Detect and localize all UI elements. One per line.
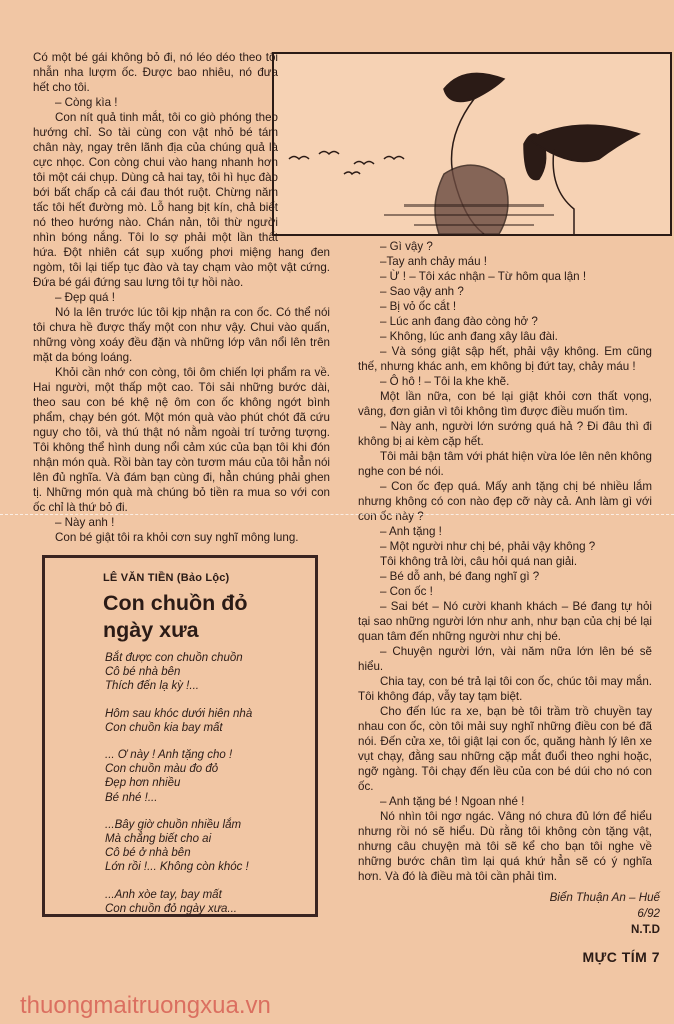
story-paragraph: – Ô hô ! – Tôi la khe khẽ.	[380, 375, 510, 388]
poem-stanza	[105, 888, 252, 916]
story-paragraph: Cho đến lúc ra xe, bạn bè tôi trầm trồ chuyền tay nhau con ốc, còn tôi mải suy nghĩ những điều con bé đã nói. Đến cửa xe, tôi giật lại con ốc, quăng hành lý lên xe vụt chạy, đằng sau những cặp mắt đuổi theo nghi hoặc, ngỡ ngàng. Tôi chạy đến lều của con bé dúi cho nó con ốc.	[358, 705, 652, 793]
poem-line: Đẹp hơn nhiều	[105, 777, 181, 790]
story-paragraph: Tôi không trả lời, câu hỏi quá nan giải.	[380, 555, 578, 568]
poem-box	[42, 555, 318, 917]
story-paragraph: Khỏi cần nhớ con còng, tôi ôm chiến lợi phẩm ra về. Hai người, một thấp một cao. Tôi sải những bước dài, theo sau con bé khệ nệ ôm con ốc không ngớt bình phẩm, chạy bén gót. Một món quà vào phút chót đã cứu nguy cho tôi, và thú thật nó nằm ngoài trí tưởng tượng. Tôi không thể hình dung nổi cảm xúc của bạn tôi khi đón nhận món quà. Rồi bàn tay còn tươm máu của tôi hẳn nói lên đủ nghĩa. Và đám bạn cùng đi, hẳn chúng phải ghen tị. Những món quà mà chúng bỏ tiền ra mua so với con ốc chỉ là thứ bỏ đi.	[33, 366, 331, 514]
story-paragraph: – Gì vậy ?	[380, 240, 433, 253]
story-paragraph: – Anh tặng bé ! Ngoan nhé !	[380, 795, 525, 808]
story-paragraph: – Này anh, người lớn sướng quá hả ? Đi đâu thì đi không bị ai kèm cặp hết.	[358, 420, 652, 448]
story-paragraph: Con nít quả tinh mắt, tôi co giò phóng theo hướng chỉ. So tài cùng con vật nhỏ bé tám chân này, ngay trên lãnh địa của chúng quả là cực nhọc. Con còng chui vào hang nhanh hơn tôi một cái chụp. Dùng cả hai tay, tôi hì hục đào bới bất chấp cả cái đau thót ruột. Chừng năm tấc tôi hết đường mò. Lỗ hang bịt kín, chả biết nó theo hướng nào. Chán nản, tôi thừ người nhìn bóng nắng. Tôi lo sợ phải một lần thất hứa. Đột nhiên cát sụp xuống phơi miệng hang đen ngòm, tôi lại tiếp tục đào và tay chạm vào một vật cứng. Đứa bé gái đứng sau lưng tôi tự hồi nào.	[33, 111, 330, 289]
story-left-column	[33, 50, 330, 917]
story-paragraph: – Không, lúc anh đang xây lâu đài.	[380, 330, 558, 343]
page-footer-label: MỰC TÍM 7	[582, 949, 660, 965]
story-paragraph: Nó nhìn tôi ngơ ngác. Vâng nó chưa đủ lớn để hiểu nhưng rồi nó sẽ hiểu. Dù rằng tôi không còn tặng vật, nhưng câu chuyện mà tôi sẽ kể cho bạn tôi nghe về những bước chân tìm lại quá khứ hẳn sẽ có ý nghĩa hơn. Và đó là điều mà tôi cần phải tìm.	[358, 810, 652, 883]
story-paragraph: – Sai bét – Nó cười khanh khách – Bé đang tự hỏi tại sao những người lớn như anh, như bạn của chị bé lại quan tâm đến những người như chị bé.	[358, 600, 652, 643]
story-paragraph: – Bị vỏ ốc cắt !	[380, 300, 457, 313]
poem-line: Mà chẳng biết cho ai	[105, 833, 212, 846]
poem-stanza	[105, 707, 252, 735]
watermark: thuongmaitruongxua.vn	[20, 992, 271, 1019]
poem-line: Con chuồn đỏ ngày xưa...	[105, 902, 237, 915]
poem-stanza	[105, 748, 252, 805]
story-paragraph: – Một người như chị bé, phải vậy không ?	[380, 540, 596, 553]
poem-line: ...Bây giờ chuồn nhiều lắm	[105, 818, 242, 831]
story-paragraph: – Sao vậy anh ?	[380, 285, 464, 298]
poem-stanza	[105, 651, 252, 694]
story-author: N.T.D	[631, 923, 660, 936]
seaside-sketch-illustration	[274, 54, 670, 234]
poem-line: Hôm sau khóc dưới hiên nhà	[105, 707, 253, 720]
story-paragraph: Con bé giật tôi ra khỏi cơn suy nghĩ mông lung.	[55, 531, 299, 544]
poem-line: Bắt được con chuồn chuồn	[105, 652, 243, 664]
story-paragraph: – Và sóng giật sập hết, phải vậy không. Em cũng thế, nhưng khác anh, em không bị đứt tay, chảy máu !	[358, 345, 652, 373]
illustration	[272, 52, 672, 236]
poem-body	[105, 651, 252, 929]
story-right-paragraphs	[358, 239, 652, 884]
poem-line: Bé nhé !...	[105, 791, 158, 804]
story-paragraph: Tôi mải bận tâm với phát hiện vừa lóe lên nên không nghe con bé nói.	[358, 450, 652, 478]
story-place: Biển Thuận An – Huế	[549, 891, 660, 904]
story-paragraph: – Ừ ! – Tôi xác nhận – Từ hôm qua lận !	[380, 270, 587, 283]
story-date: 6/92	[637, 907, 660, 920]
story-paragraph: – Con ốc đẹp quá. Mấy anh tặng chị bé nhiều lắm nhưng không có con nào đẹp cỡ này cả. Anh làm gì với con ốc này ?	[358, 480, 652, 523]
story-paragraph: – Chuyện người lớn, vài năm nữa lớn lên bé sẽ hiểu.	[358, 645, 652, 673]
poem-line: Lớn rồi !... Không còn khóc !	[105, 861, 249, 874]
poem-stanza	[105, 818, 252, 875]
watermark-line	[0, 514, 674, 515]
story-right-column	[358, 239, 660, 966]
story-paragraph: Một lần nữa, con bé lại giật khỏi cơn thất vọng, vâng, đơn giản vì tôi không tìm được điều muốn tìm.	[358, 390, 652, 418]
poem-line: ...Anh xòe tay, bay mất	[105, 888, 222, 901]
poem-line: Con chuồn kia bay mất	[105, 721, 223, 734]
story-paragraph: – Lúc anh đang đào còng hở ?	[380, 315, 538, 328]
story-paragraph: –Tay anh chảy máu !	[380, 255, 487, 268]
story-paragraph: – Còng kìa !	[55, 96, 118, 109]
poem-line: Cô bé nhà bên	[105, 666, 181, 679]
story-paragraph: – Con ốc !	[380, 585, 433, 598]
poem-line: ... Ơ này ! Anh tặng cho !	[105, 749, 233, 762]
poem-line: Thích đến lạ kỳ !...	[105, 680, 199, 693]
story-paragraph: – Anh tặng !	[380, 525, 442, 538]
poem-line: Con chuồn màu đo đỏ	[105, 763, 219, 776]
poem-title: Con chuồn đỏ ngày xưa	[103, 591, 248, 642]
story-paragraph: – Đẹp quá !	[55, 291, 115, 304]
story-paragraph: Chia tay, con bé trả lại tôi con ốc, chúc tôi may mắn. Tôi không đáp, vẫy tay tạm biệt.	[358, 675, 652, 703]
poem-author: LÊ VĂN TIỀN (Bảo Lộc)	[103, 572, 230, 584]
story-paragraph: – Này anh !	[55, 516, 115, 529]
story-paragraph: – Bé dỗ anh, bé đang nghĩ gì ?	[380, 570, 540, 583]
story-paragraph: Nó la lên trước lúc tôi kịp nhận ra con ốc. Có thể nói tôi chưa hề được thấy một con như vậy. Chui vào quấn, những vòng xoáy đều đặn và những lớp vân nổi lên trên mặt da bóng loáng.	[33, 306, 330, 364]
story-paragraph: Có một bé gái không bỏ đi, nó léo déo theo tôi nhẫn nha lượm ốc. Được bao nhiêu, nó đưa hết cho tôi.	[33, 51, 278, 94]
poem-line: Cô bé ở nhà bên	[105, 847, 191, 860]
